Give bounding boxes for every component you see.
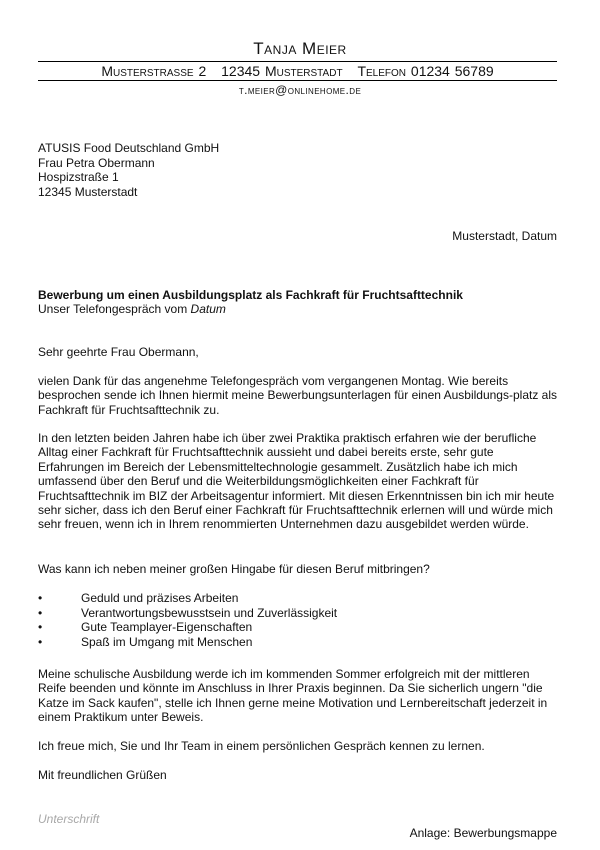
list-item <box>38 635 337 650</box>
place-date: Musterstadt, Datum <box>452 229 557 243</box>
bullet-icon: • <box>38 620 43 635</box>
subject-reference <box>38 302 463 316</box>
paragraph-closing-line: Ich freue mich, Sie und Ihr Team in einem persönlichen Gespräch kennen zu lernen. <box>38 739 485 753</box>
subject-reference-prefix: Unser Telefongespräch vom <box>38 302 191 317</box>
signature-placeholder: Unterschrift <box>38 812 100 826</box>
sender-name: Tanja Meier <box>253 39 347 58</box>
paragraph-experience: In den letzten beiden Jahren habe ich über zwei Praktika praktisch erfahren wie der berufliche Alltag einer Fachkraft für Fruchtsafttechnik aussieht und dabei bereits erste, sehr gute Erfahrungen im Bereich der Lebensmitteltechnologie gesammelt. Zusätzlich habe ich mich umfassend über den Beruf und die Weiterbildungsmöglichkeiten einer Fachkraft für Fruchtsafttechnik im BIZ der Arbeitsagentur informiert. Mit diesen Erkenntnissen bin ich mir heute sehr sicher, dass ich den Beruf einer Fachkraft für Fruchtsafttechnik erlernen will und würde mich sehr freuen, wenn ich in Ihrem renommierten Unternehmen dazu ausgebildet werden würde. <box>38 431 555 532</box>
header-bottom-rule <box>38 80 557 81</box>
recipient-address <box>38 141 219 199</box>
list-item-text: Spaß im Umgang mit Menschen <box>81 634 253 649</box>
closing-formula: Mit freundlichen Grüßen <box>38 768 167 782</box>
list-item-text: Verantwortungsbewusstsein und Zuverlässigkeit <box>81 605 338 620</box>
paragraph-school: Meine schulische Ausbildung werde ich im kommenden Sommer erfolgreich mit der mittleren Reife beenden und könnte im Anschluss in Ihrer Praxis beginnen. Da Sie sicherlich ungern "die Katze im Sack kaufen", stelle ich Ihnen gerne meine Motivation und Lernbereitschaft jederzeit in einem Praktikum unter Beweis. <box>38 667 548 725</box>
sender-phone: Telefon 01234 56789 <box>357 63 494 79</box>
paragraph-intro: vielen Dank für das angenehme Telefongespräch vom vergangenen Montag. Wie bereits besprochen sende ich Ihnen hiermit meine Bewerbungsunterlagen für einen Ausbildungs-platz als Fachkraft für Fruchtsafttechnik zu. <box>38 374 557 417</box>
sender-address-line <box>38 62 557 80</box>
sender-email: t.meier@onlinehome.de <box>238 83 362 97</box>
list-item <box>38 606 337 621</box>
enclosure-note: Anlage: Bewerbungsmappe <box>409 826 557 840</box>
salutation: Sehr geehrte Frau Obermann, <box>38 345 199 359</box>
bullet-icon: • <box>38 591 43 605</box>
bullet-icon: • <box>38 634 43 649</box>
qualities-list <box>38 591 337 649</box>
recipient-company: ATUSIS Food Deutschland GmbH <box>38 141 220 155</box>
list-item-text: Geduld und präzises Arbeiten <box>81 591 239 605</box>
recipient-city: 12345 Musterstadt <box>38 184 138 199</box>
list-item <box>38 620 337 635</box>
bullet-icon: • <box>38 605 43 620</box>
sender-city: 12345 Musterstadt <box>221 63 343 79</box>
sender-street: Musterstraße 2 <box>101 63 207 79</box>
subject-reference-date: Datum <box>190 302 226 317</box>
recipient-street: Hospizstraße 1 <box>38 170 119 185</box>
subject-title: Bewerbung um einen Ausbildungsplatz als Fachkraft für Fruchtsafttechnik <box>38 288 463 302</box>
subject-block <box>38 288 463 317</box>
list-item-text: Gute Teamplayer-Eigenschaften <box>81 620 253 635</box>
recipient-person: Frau Petra Obermann <box>38 155 155 170</box>
list-item <box>38 591 337 606</box>
question-line: Was kann ich neben meiner großen Hingabe für diesen Beruf mitbringen? <box>38 562 430 576</box>
